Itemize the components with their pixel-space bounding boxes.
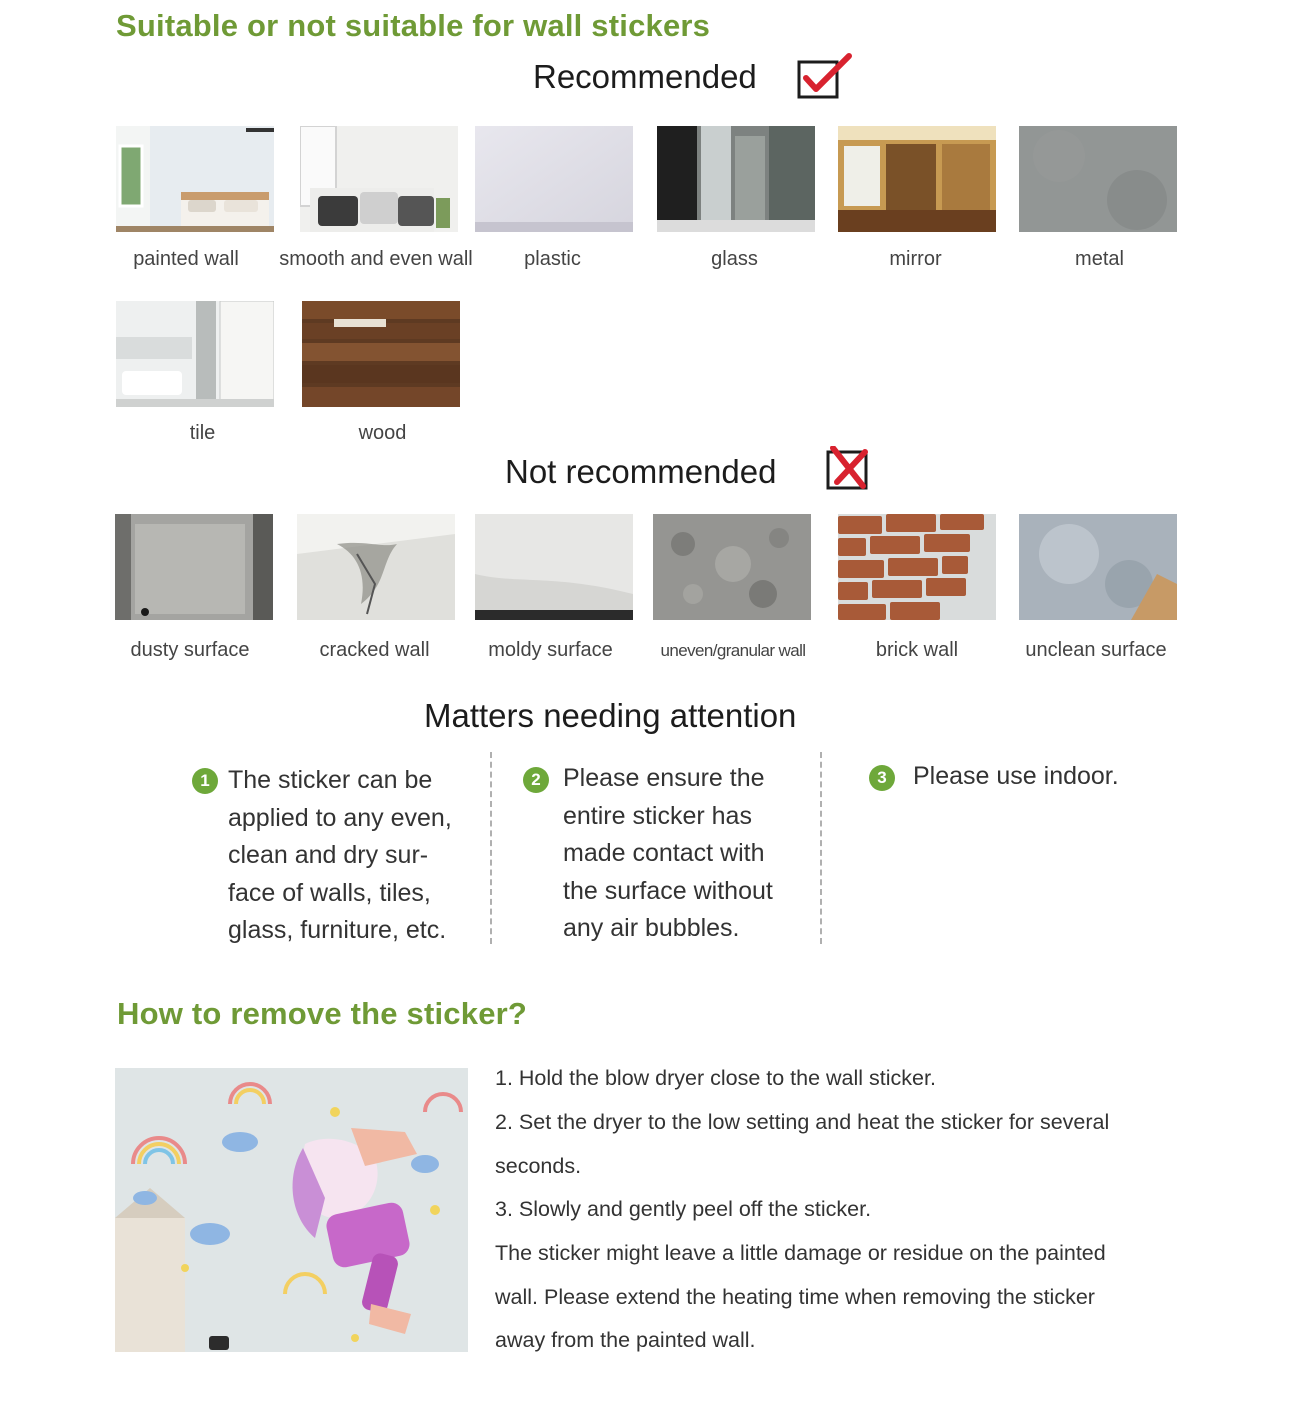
- divider: [490, 752, 492, 944]
- caption-smooth-wall: smooth and even wall: [279, 248, 473, 270]
- note-1-line: clean and dry sur-: [228, 841, 429, 869]
- caption-moldy-surface: moldy surface: [488, 639, 613, 661]
- caption-cracked-wall: cracked wall: [319, 639, 430, 661]
- note-2-badge: 2: [523, 767, 549, 793]
- note-3: [913, 758, 1173, 796]
- removal-note-line-3: away from the painted wall.: [495, 1328, 756, 1352]
- caption-plastic: plastic: [524, 248, 581, 270]
- wood-image: [302, 301, 460, 407]
- note-2-line: the surface without: [563, 876, 773, 905]
- caption-glass: glass: [711, 248, 758, 270]
- removal-heading: How to remove the sticker?: [117, 996, 528, 1031]
- recommended-heading: Recommended: [533, 58, 757, 95]
- removal-step-2: 2. Set the dryer to the low setting and heat the sticker for several: [495, 1110, 1110, 1134]
- plastic-image: [475, 126, 633, 232]
- removal-step-3: 3. Slowly and gently peel off the sticker.: [495, 1197, 872, 1221]
- caption-metal: metal: [1075, 248, 1124, 270]
- metal-image: [1019, 126, 1177, 232]
- unclean-surface-image: [1019, 514, 1177, 620]
- removal-note-line-1: The sticker might leave a little damage or residue on the painted: [495, 1241, 1106, 1265]
- attention-heading: Matters needing attention: [424, 697, 797, 734]
- note-2-line: any air bubbles.: [563, 914, 740, 942]
- note-2: [563, 760, 813, 948]
- note-1-badge: 1: [192, 768, 218, 794]
- caption-mirror: mirror: [889, 248, 942, 270]
- note-2-line: Please ensure the: [563, 764, 765, 792]
- note-3-line: Please use indoor.: [913, 762, 1119, 790]
- note-1-line: face of walls, tiles,: [228, 878, 431, 907]
- not-recommended-heading: Not recommended: [505, 453, 777, 490]
- moldy-surface-image: [475, 514, 633, 620]
- removal-illustration: [115, 1068, 468, 1352]
- note-3-badge: 3: [869, 765, 895, 791]
- uneven-wall-image: [653, 514, 811, 620]
- checkmark-icon: [797, 52, 853, 100]
- note-1: [228, 762, 483, 950]
- note-1-line: The sticker can be: [228, 766, 433, 794]
- caption-painted-wall: painted wall: [133, 248, 239, 270]
- mirror-image: [838, 126, 996, 232]
- caption-dusty-surface: dusty surface: [130, 639, 250, 661]
- page-title: Suitable or not suitable for wall stickers: [116, 8, 711, 43]
- caption-uneven-wall: uneven/granular wall: [660, 641, 806, 660]
- note-2-line: entire sticker has: [563, 801, 752, 830]
- brick-wall-image: [838, 514, 996, 620]
- caption-unclean-surface: unclean surface: [1025, 639, 1167, 661]
- note-2-line: made contact with: [563, 839, 765, 867]
- caption-wood: wood: [358, 422, 407, 444]
- caption-tile: tile: [189, 422, 216, 444]
- removal-step-1: 1. Hold the blow dryer close to the wall sticker.: [495, 1066, 936, 1090]
- divider: [820, 752, 822, 944]
- note-1-line: applied to any even,: [228, 803, 452, 832]
- smooth-wall-image: [300, 126, 458, 232]
- removal-note-line-2: wall. Please extend the heating time when removing the sticker: [495, 1285, 1095, 1309]
- tile-image: [116, 301, 274, 407]
- dusty-surface-image: [115, 514, 273, 620]
- glass-image: [657, 126, 815, 232]
- removal-step-2-cont: seconds.: [495, 1154, 582, 1178]
- note-1-line: glass, furniture, etc.: [228, 916, 447, 944]
- painted-wall-image: [116, 126, 274, 232]
- cracked-wall-image: [297, 514, 455, 620]
- cross-icon: [825, 446, 873, 492]
- caption-brick-wall: brick wall: [875, 639, 959, 661]
